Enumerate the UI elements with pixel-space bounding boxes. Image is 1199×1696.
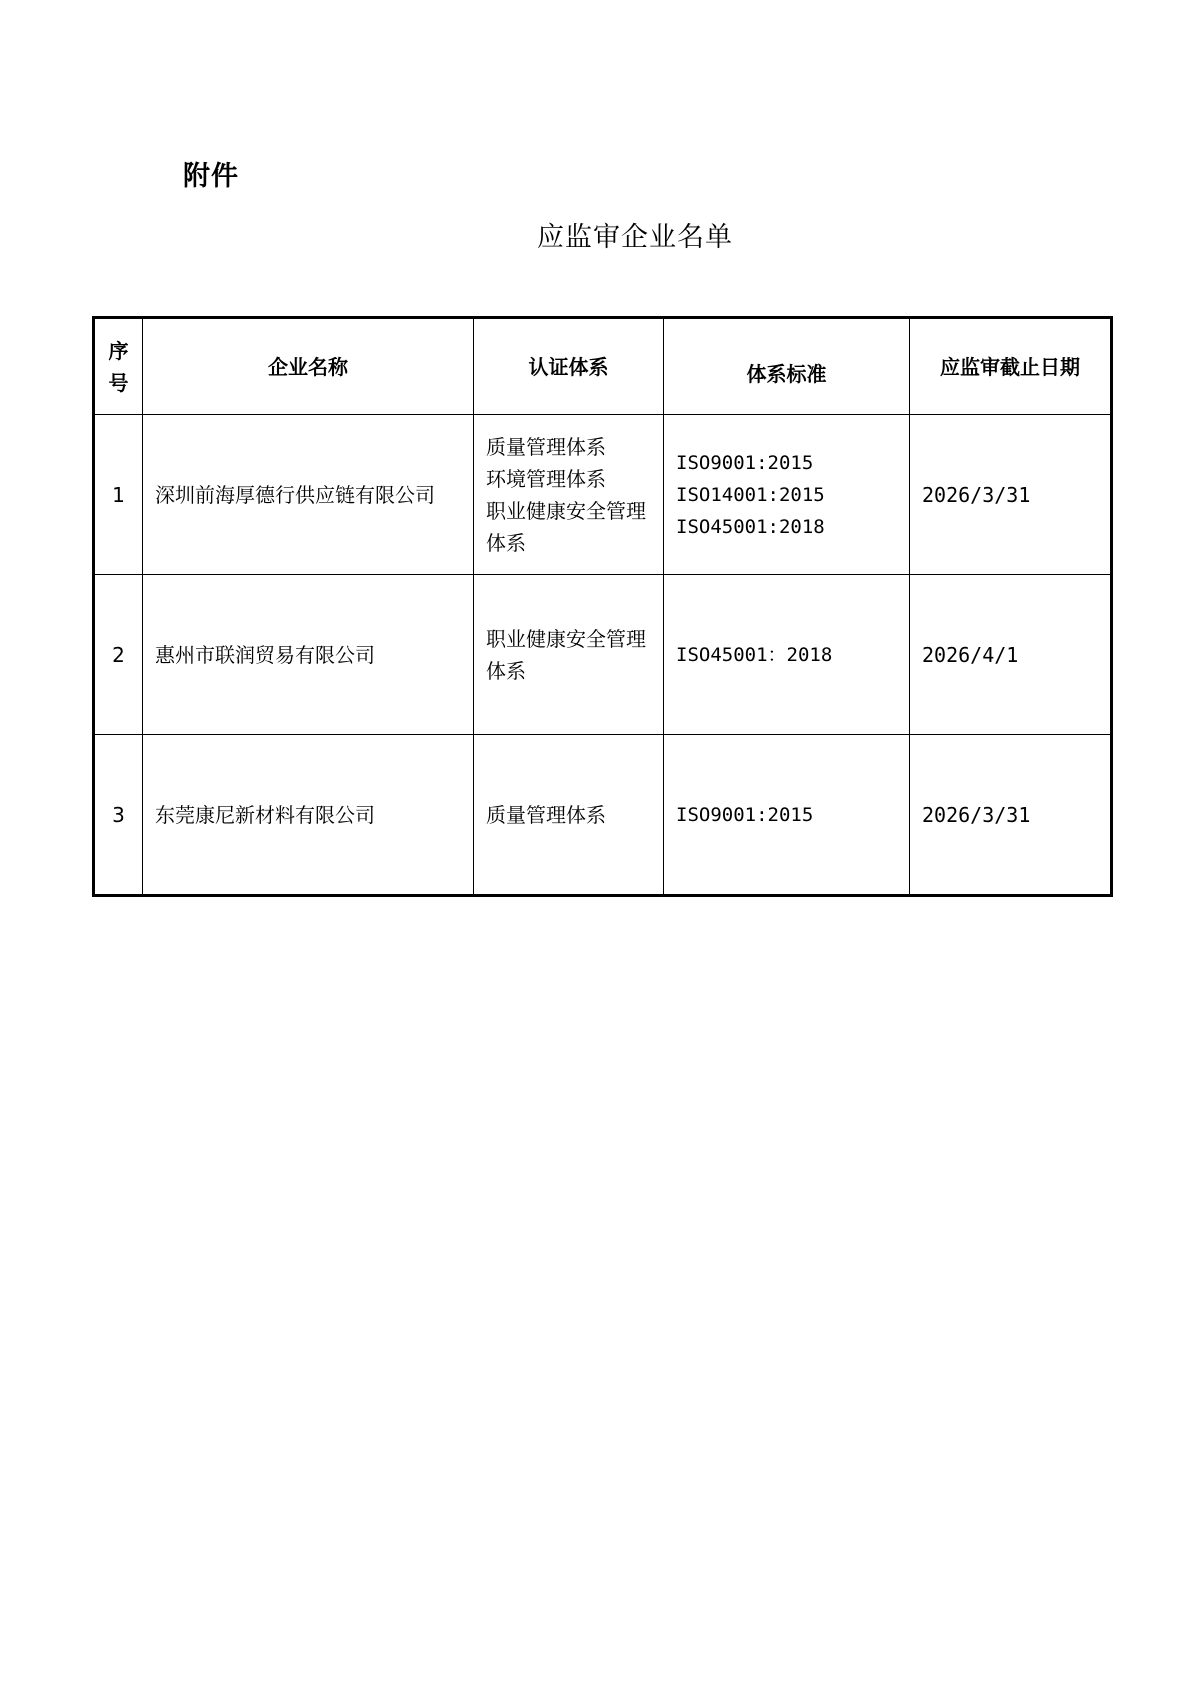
- row-no: 3: [94, 735, 143, 896]
- standard-item: ISO45001：2018: [676, 643, 833, 666]
- row-cert-systems: [474, 575, 664, 735]
- header-no-line1: 序: [108, 338, 129, 363]
- table-row: [94, 575, 1112, 735]
- company-name-text: 东莞康尼新材料有限公司: [155, 802, 375, 827]
- row-company-name: [143, 575, 474, 735]
- header-cert-system: 认证体系: [474, 318, 664, 415]
- header-company-name: 企业名称: [143, 318, 474, 415]
- row-company-name: [143, 415, 474, 575]
- table-row: [94, 735, 1112, 896]
- row-deadline: 2026/3/31: [910, 415, 1112, 575]
- cert-system-item: 环境管理体系: [486, 466, 606, 491]
- row-cert-systems: [474, 415, 664, 575]
- standard-item: ISO9001:2015: [676, 451, 814, 474]
- row-no: 1: [94, 415, 143, 575]
- table-header-row: [94, 318, 1112, 415]
- cert-system-item: 职业健康安全管理体系: [486, 498, 646, 555]
- row-deadline: 2026/4/1: [910, 575, 1112, 735]
- standard-item: ISO9001:2015: [676, 803, 814, 826]
- row-cert-systems: [474, 735, 664, 896]
- company-name-text: 深圳前海厚德行供应链有限公司: [155, 482, 435, 507]
- company-name-text: 惠州市联润贸易有限公司: [155, 642, 375, 667]
- header-system-standard: 体系标准: [664, 318, 910, 415]
- row-standards: [664, 735, 910, 896]
- company-table: [92, 316, 1113, 897]
- row-no: 2: [94, 575, 143, 735]
- header-deadline: 应监审截止日期: [910, 318, 1112, 415]
- row-standards: [664, 575, 910, 735]
- attachment-label: 附件: [183, 161, 239, 192]
- page-title: 应监审企业名单: [537, 222, 733, 253]
- row-deadline: 2026/3/31: [910, 735, 1112, 896]
- header-no: [94, 318, 143, 415]
- cert-system-item: 质量管理体系: [486, 802, 606, 827]
- header-no-line2: 号: [108, 370, 129, 395]
- row-company-name: [143, 735, 474, 896]
- standard-item: ISO14001:2015: [676, 483, 825, 506]
- cert-system-item: 职业健康安全管理体系: [486, 626, 646, 683]
- table-row: [94, 415, 1112, 575]
- standard-item: ISO45001:2018: [676, 515, 825, 538]
- cert-system-item: 质量管理体系: [486, 434, 606, 459]
- row-standards: [664, 415, 910, 575]
